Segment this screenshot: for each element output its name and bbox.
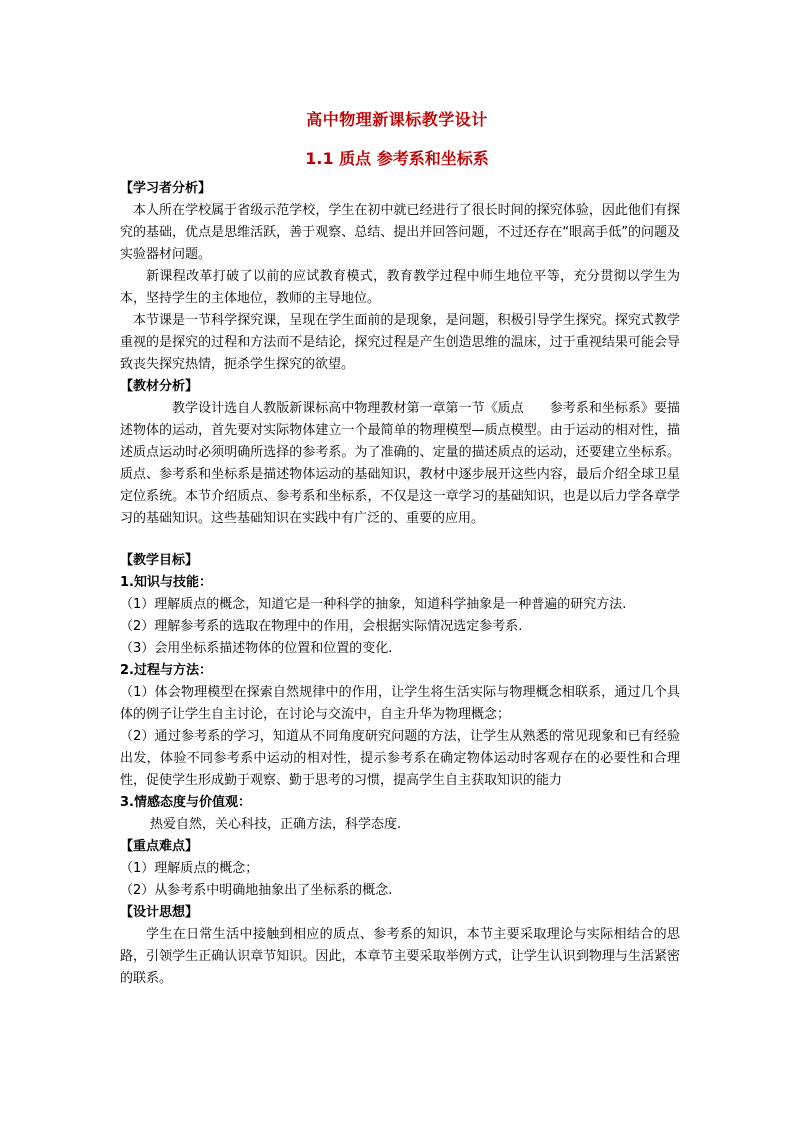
goals-knowledge-item-3: （3）会用坐标系描述物体的位置和位置的变化.: [120, 641, 393, 656]
goals-knowledge-item-2: （2）理解参考系的选取在物理中的作用，会根据实际情况选定参考系.: [120, 619, 523, 634]
key-item-2: （2）从参考系中明确地抽象出了坐标系的概念.: [120, 883, 393, 898]
section-heading-learner: 【学习者分析】: [120, 181, 212, 196]
design-paragraph-1: 学生在日常生活中接触到相应的质点、参考系的知识，本节主要采取理论与实际相结合的思路，引领学生正确认识章节知识。因此，本章节主要采取举例方式，让学生认识到物理与生活紧密的联系。: [120, 927, 680, 986]
learner-paragraph-3: 本节课是一节科学探究课，呈现在学生面前的是现象，是问题，积极引导学生探究。探究式教学重视的是探究的过程和方法而不是结论，探究过程是产生创造思维的温床，过于重视结果可能会导致丧失探究热情，扼杀学生探究的欲望。: [120, 313, 680, 372]
key-item-1: （1）理解质点的概念；: [120, 861, 259, 876]
goals-knowledge-heading: 1.知识与技能：: [120, 575, 212, 590]
goals-knowledge-item-1: （1）理解质点的概念，知道它是一种科学的抽象，知道科学抽象是一种普遍的研究方法.: [120, 597, 627, 612]
goals-attitude-text: 热爱自然，关心科技，正确方法，科学态度.: [150, 817, 402, 832]
section-heading-key: 【重点难点】: [120, 839, 199, 854]
document-subtitle: 1.1 质点 参考系和坐标系: [305, 149, 489, 168]
material-paragraph-1: 教学设计选自人教版新课标高中物理教材第一章第一节《质点 参考系和坐标系》要描述物体的运动，首先要对实际物体建立一个最简单的物理模型—质点模型。由于运动的相对性，描述质点运动时必须明确所选择的参考系。为了准确的、定量的描述质点的运动，还要建立坐标系。质点、参考系和坐标系是描述物体运动的基础知识，教材中逐步展开这些内容，最后介绍全球卫星定位系统。本节介绍质点、参考系和坐标系，不仅是这一章学习的基础知识，也是以后力学各章学习的基础知识。这些基础知识在实践中有广泛的、重要的应用。: [120, 401, 680, 526]
learner-paragraph-1: 本人所在学校属于省级示范学校，学生在初中就已经进行了很长时间的探究体验，因此他们有探究的基础，优点是思维活跃，善于观察、总结、提出并回答问题，不过还存在“眼高手低”的问题及实验器材问题。: [120, 203, 680, 262]
learner-paragraph-2: 新课程改革打破了以前的应试教育模式，教育教学过程中师生地位平等，充分贯彻以学生为本，坚持学生的主体地位，教师的主导地位。: [120, 269, 680, 306]
goals-process-heading: 2.过程与方法：: [120, 663, 212, 678]
spacer: [120, 530, 680, 550]
document-title: 高中物理新课标教学设计: [306, 110, 488, 129]
section-heading-goals: 【教学目标】: [120, 553, 199, 568]
section-heading-design: 【设计思想】: [120, 905, 199, 920]
document-body: [120, 178, 680, 990]
goals-process-item-1: （1）体会物理模型在探索自然规律中的作用，让学生将生活实际与物理概念相联系，通过几个具体的例子让学生自主讨论，在讨论与交流中，自主升华为物理概念；: [120, 685, 680, 722]
goals-process-item-2: （2）通过参考系的学习，知道从不同角度研究问题的方法，让学生从熟悉的常见现象和已有经验出发，体验不同参考系中运动的相对性，提示参考系在确定物体运动时客观存在的必要性和合理性，促使学生形成勤于观察、勤于思考的习惯，提高学生自主获取知识的能力: [120, 729, 680, 788]
goals-attitude-heading: 3.情感态度与价值观：: [120, 795, 251, 810]
section-heading-material: 【教材分析】: [120, 379, 199, 394]
